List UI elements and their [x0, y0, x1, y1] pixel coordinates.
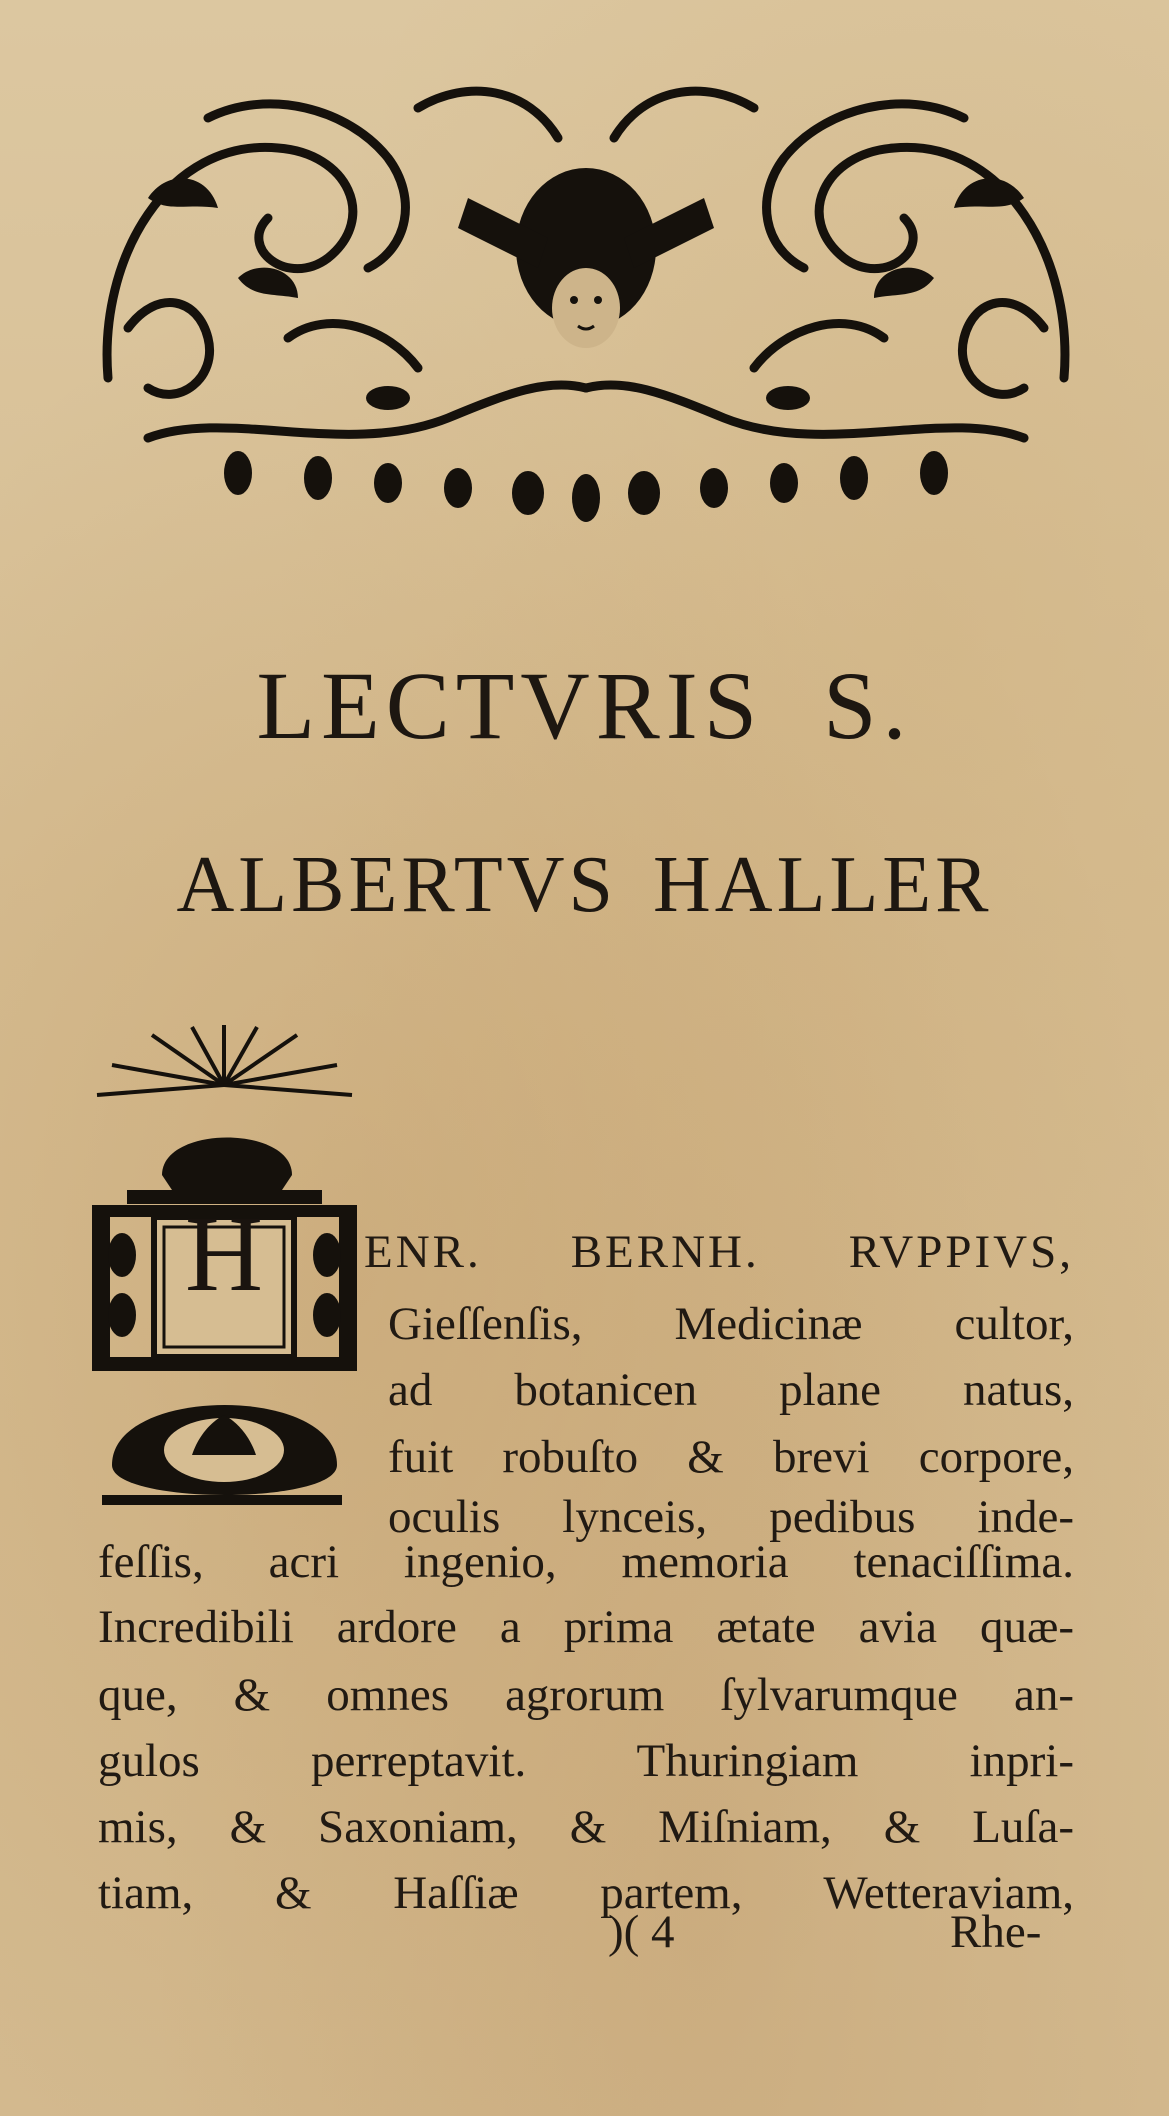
- author-heading: ALBERTVS HALLER: [176, 841, 993, 929]
- signature-mark: )( 4: [608, 1906, 675, 1958]
- text-line-5: oculis lynceis, pedibus inde-: [388, 1491, 1074, 1543]
- page-heading: LECTVRIS S.: [256, 652, 913, 759]
- catchword: Rhe-: [950, 1906, 1042, 1958]
- text-line-9: gulos perreptavit. Thuringiam inpri-: [98, 1735, 1074, 1787]
- text-line-1: ENR. BERNH. RVPPIVS,: [364, 1226, 1074, 1278]
- text-line-7: Incredibili ardore a prima ætate avia quæ-: [98, 1601, 1074, 1653]
- text-line-8: que, & omnes agrorum ſylvarumque an-: [98, 1669, 1074, 1721]
- ornamental-headpiece: [88, 78, 1084, 538]
- text-line-3: ad botanicen plane natus,: [388, 1364, 1074, 1416]
- text-line-2: Gieſſenſis, Medicinæ cultor,: [388, 1298, 1074, 1350]
- text-line-6: feſſis, acri ingenio, memoria tenaciſſima.: [98, 1536, 1074, 1588]
- text-line-11: tiam, & Haſſiæ partem, Wetteraviam,: [98, 1867, 1074, 1919]
- drop-cap-letter: H: [185, 1195, 263, 1314]
- text-line-10: mis, & Saxoniam, & Miſniam, & Luſa-: [98, 1801, 1074, 1853]
- text-line-4: fuit robuſto & brevi corpore,: [388, 1431, 1074, 1483]
